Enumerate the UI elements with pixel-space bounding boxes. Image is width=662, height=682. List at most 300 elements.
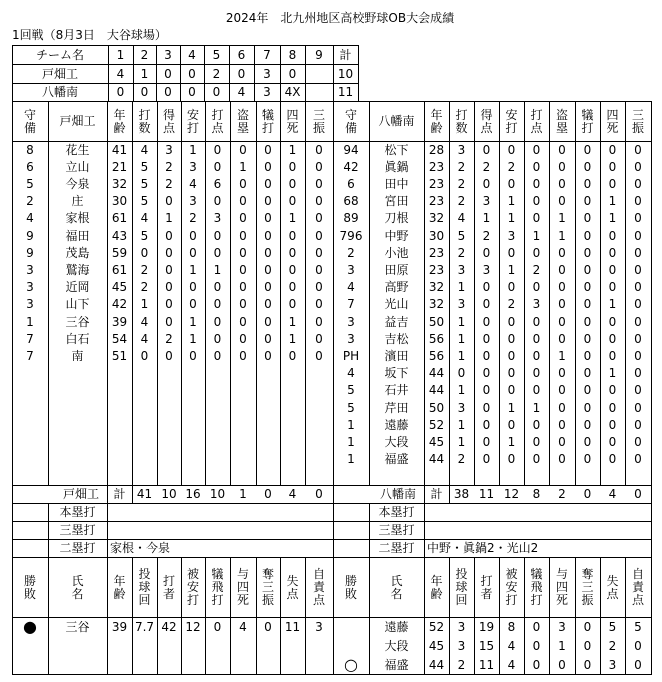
header-char: 奪 <box>261 567 274 581</box>
stat-cell: 1 <box>608 366 617 381</box>
player-name: 松下 <box>384 142 409 157</box>
total-cell: 0 <box>264 487 272 501</box>
pitching-header <box>305 557 333 617</box>
stat-cell: 0 <box>583 348 592 363</box>
stat-cell: 0 <box>264 211 272 226</box>
stat-cell: 0 <box>482 417 491 432</box>
pitching-cell: 12 <box>185 619 201 634</box>
pitching-cell: 5 <box>608 619 617 634</box>
stat-cell: 0 <box>482 331 491 346</box>
header-char: 死 <box>555 593 568 607</box>
pitching-cell: 4 <box>507 657 516 672</box>
stat-cell: 0 <box>583 331 592 346</box>
player-name: 鷲海 <box>65 262 90 277</box>
stat-cell: 44 <box>428 366 445 381</box>
stat-cell: 0 <box>558 366 566 381</box>
stat-cell: 3 <box>507 228 516 243</box>
stat-cell: 4 <box>140 142 149 157</box>
total-cell: 0 <box>583 487 592 501</box>
extra-hit-players: 家根・今泉 <box>110 541 171 555</box>
stat-cell: 5 <box>347 383 355 398</box>
stat-cell: 0 <box>482 366 491 381</box>
stat-cell: 0 <box>558 383 566 398</box>
header-char: 三 <box>312 107 325 122</box>
stat-cell: 0 <box>608 417 617 432</box>
header-char: 盗 <box>555 107 568 122</box>
totals-rule <box>12 485 13 504</box>
total-cell: 0 <box>315 487 323 501</box>
stat-cell: 0 <box>634 366 642 381</box>
header-char: 振 <box>581 593 594 607</box>
stat-cell: 43 <box>111 228 128 243</box>
header-stat <box>424 101 449 141</box>
pitching-cell: 52 <box>428 619 445 634</box>
stat-cell: 3 <box>482 262 491 277</box>
pitching-header <box>132 557 157 617</box>
player-name: 石井 <box>384 383 409 398</box>
stat-cell: 5 <box>347 400 355 415</box>
stat-cell: 0 <box>634 245 642 260</box>
stat-cell: 1 <box>507 194 516 209</box>
stat-cell: 2 <box>165 159 173 174</box>
header-char: 氏 <box>71 573 84 588</box>
stat-cell: 0 <box>583 366 592 381</box>
stat-cell: 1 <box>608 211 617 226</box>
stat-cell: 2 <box>26 194 34 209</box>
pitcher-name: 福盛 <box>384 657 409 672</box>
page-title: 2024年 北九州地区高校野球OB大会成績 <box>225 11 455 25</box>
stat-cell: 0 <box>558 262 566 277</box>
totals-team-left: 戸畑工 <box>62 487 99 501</box>
header-char: 備 <box>23 120 36 135</box>
stat-cell: 796 <box>339 228 363 243</box>
linescore-runs: 0 <box>188 85 196 99</box>
stat-cell: 0 <box>239 331 247 346</box>
stat-cell: 4 <box>140 331 149 346</box>
stat-cell: 0 <box>532 417 541 432</box>
extra-rule <box>651 503 652 558</box>
stat-cell: 1 <box>558 348 566 363</box>
stat-cell: 2 <box>189 211 197 226</box>
header-char: 数 <box>455 120 468 135</box>
linescore-runs: 0 <box>116 85 125 99</box>
pitching-header <box>449 557 474 617</box>
stat-cell: 5 <box>140 194 149 209</box>
stat-cell: 0 <box>634 383 642 398</box>
header-stat <box>600 101 625 141</box>
stat-cell: 1 <box>457 348 466 363</box>
stat-cell: 0 <box>315 348 323 363</box>
stat-cell: 0 <box>264 262 272 277</box>
totals-rule <box>424 485 425 504</box>
stat-cell: 0 <box>583 245 592 260</box>
total-cell: 2 <box>558 487 566 501</box>
stat-cell: 0 <box>239 194 247 209</box>
stat-cell: 0 <box>634 400 642 415</box>
header-char: 犠 <box>261 107 274 122</box>
player-name: 田中 <box>384 176 409 191</box>
stat-cell: 0 <box>583 262 592 277</box>
stat-cell: 2 <box>165 331 173 346</box>
linescore-runs: 1 <box>140 66 149 81</box>
stat-cell: 0 <box>264 245 272 260</box>
linescore-runs: 0 <box>164 85 172 99</box>
totals-rule <box>333 485 334 504</box>
header-char: 年 <box>113 107 126 122</box>
stat-cell: 0 <box>264 297 272 312</box>
stat-cell: 0 <box>558 142 566 157</box>
pitching-cell: 0 <box>532 619 541 634</box>
header-stat <box>280 101 305 141</box>
header-char: 振 <box>631 120 644 135</box>
header-char: 打 <box>530 593 543 607</box>
stat-cell: 1 <box>507 211 516 226</box>
player-name: 遠藤 <box>384 417 409 432</box>
header-char: 自 <box>312 567 325 581</box>
linescore-runs: 4 <box>237 85 246 99</box>
pitching-cell: 11 <box>478 657 495 672</box>
stat-cell: 2 <box>457 452 466 467</box>
stat-cell: 0 <box>608 262 617 277</box>
stat-cell: 0 <box>482 314 491 329</box>
stat-cell: 3 <box>347 262 355 277</box>
pitching-header <box>333 557 369 617</box>
pitching-header <box>107 557 132 617</box>
header-char: 犠 <box>211 567 224 581</box>
pitching-cell: 3 <box>315 619 323 634</box>
pitching-header <box>524 557 549 617</box>
player-name: 家根 <box>65 211 90 226</box>
linescore-team-name: 戸畑工 <box>41 66 78 81</box>
header-char: 投 <box>138 567 151 581</box>
pitching-cell: 0 <box>583 638 592 653</box>
stat-cell: 0 <box>532 314 541 329</box>
stat-cell: 0 <box>507 331 516 346</box>
totals-rule <box>449 485 450 504</box>
stat-cell: 23 <box>428 245 445 260</box>
stat-cell: 0 <box>507 452 516 467</box>
extra-rule <box>333 503 334 558</box>
stat-cell: 45 <box>428 434 445 449</box>
stat-cell: 0 <box>532 452 541 467</box>
total-cell: 10 <box>161 487 177 501</box>
stat-cell: 1 <box>457 434 466 449</box>
extra-hit-label: 三塁打 <box>59 523 96 537</box>
stat-cell: 68 <box>343 194 359 209</box>
header-stat <box>107 101 132 141</box>
stat-cell: 0 <box>165 228 173 243</box>
stat-cell: 3 <box>189 194 197 209</box>
player-name: 宮田 <box>384 194 409 209</box>
stat-cell: 0 <box>288 194 297 209</box>
linescore-header-team: チーム名 <box>35 47 84 62</box>
header-char: 責 <box>312 580 325 594</box>
stat-cell: 61 <box>111 211 128 226</box>
stat-cell: 3 <box>165 142 173 157</box>
pitching-cell: 0 <box>634 657 642 672</box>
stat-cell: 0 <box>315 314 323 329</box>
total-cell: 1 <box>239 487 247 501</box>
stat-cell: 0 <box>583 280 592 295</box>
stat-cell: 0 <box>239 176 247 191</box>
totals-label: 計 <box>430 487 443 501</box>
stat-cell: 0 <box>239 297 247 312</box>
pitching-cell: 11 <box>284 619 301 634</box>
header-stat <box>524 101 549 141</box>
stat-cell: 44 <box>428 383 445 398</box>
stat-cell: 0 <box>165 280 173 295</box>
stat-cell: 2 <box>482 159 491 174</box>
stat-cell: 4 <box>140 211 149 226</box>
stat-cell: 3 <box>26 297 34 312</box>
stat-cell: 4 <box>140 314 149 329</box>
stat-cell: 2 <box>457 245 466 260</box>
right-team-header: 八幡南 <box>378 114 415 128</box>
pitching-cell: 5 <box>634 619 642 634</box>
stat-cell: 0 <box>165 194 173 209</box>
header-char: 死 <box>606 120 619 135</box>
stat-cell: 1 <box>26 314 34 329</box>
stat-cell: 0 <box>634 262 642 277</box>
total-cell: 4 <box>608 487 617 501</box>
header-char: 四 <box>606 107 619 122</box>
stat-cell: 0 <box>634 211 642 226</box>
stat-cell: 1 <box>482 211 491 226</box>
stat-cell: 1 <box>189 262 197 277</box>
totals-rule <box>107 485 108 504</box>
stat-cell: 0 <box>457 366 466 381</box>
stat-cell: 0 <box>315 297 323 312</box>
stat-cell: 0 <box>608 314 617 329</box>
stat-cell: 1 <box>347 417 355 432</box>
stat-cell: 0 <box>634 331 642 346</box>
result-mark: ● <box>23 616 37 636</box>
stat-cell: 0 <box>558 331 566 346</box>
stat-cell: 0 <box>288 245 297 260</box>
stat-cell: 0 <box>288 228 297 243</box>
player-name: 田原 <box>384 262 409 277</box>
stat-cell: 5 <box>140 176 149 191</box>
stat-cell: 51 <box>111 348 128 363</box>
player-name: 三谷 <box>65 314 90 329</box>
stat-cell: 32 <box>428 211 445 226</box>
stat-cell: 0 <box>288 176 297 191</box>
header-char: 盗 <box>236 107 249 122</box>
stat-cell: 30 <box>111 194 128 209</box>
stat-cell: 3 <box>532 297 541 312</box>
header-char: 敗 <box>23 586 36 601</box>
linescore-inning-header: 2 <box>140 47 149 62</box>
stat-cell: 0 <box>583 297 592 312</box>
header-char: 安 <box>186 580 199 594</box>
stat-cell: 32 <box>111 176 128 191</box>
stat-cell: 5 <box>457 228 466 243</box>
player-name: 高野 <box>384 280 409 295</box>
pitching-cell: 8 <box>507 619 516 634</box>
linescore-runs: 0 <box>188 66 196 81</box>
stat-cell: 0 <box>264 142 272 157</box>
stat-cell: 2 <box>347 245 355 260</box>
extra-hit-players: 中野・眞鍋2・光山2 <box>427 541 539 555</box>
stat-cell: 0 <box>239 262 247 277</box>
stat-cell: 0 <box>608 280 617 295</box>
stat-cell: 0 <box>264 159 272 174</box>
player-name: 濱田 <box>384 348 409 363</box>
header-char: 点 <box>162 120 175 135</box>
header-char: 塁 <box>555 120 568 135</box>
stat-cell: 2 <box>482 228 491 243</box>
pitching-header <box>499 557 524 617</box>
stat-cell: 2 <box>140 262 149 277</box>
header-char: 打 <box>211 593 224 607</box>
header-char: 振 <box>261 593 274 607</box>
left-team-header: 戸畑工 <box>59 114 96 128</box>
stat-cell: 0 <box>213 331 222 346</box>
stat-cell: 50 <box>428 400 445 415</box>
stat-cell: 0 <box>315 176 323 191</box>
player-name: 白石 <box>65 331 90 346</box>
header-char: 投 <box>455 567 468 581</box>
stat-cell: 0 <box>482 400 491 415</box>
linescore-inning-header: 3 <box>164 47 172 62</box>
linescore-inning-header: 4 <box>188 47 196 62</box>
stat-cell: 0 <box>558 245 566 260</box>
stat-cell: 0 <box>213 297 222 312</box>
stat-cell: 0 <box>482 383 491 398</box>
stat-cell: 0 <box>532 245 541 260</box>
stat-cell: 1 <box>457 314 466 329</box>
stat-cell: 4 <box>26 211 34 226</box>
stat-cell: 0 <box>315 245 323 260</box>
stat-cell: 2 <box>507 159 516 174</box>
stat-cell: 0 <box>189 348 197 363</box>
pitching-header <box>181 557 205 617</box>
header-char: 打 <box>186 593 199 607</box>
stat-cell: 0 <box>482 280 491 295</box>
stat-cell: 0 <box>583 383 592 398</box>
stat-cell: 0 <box>482 176 491 191</box>
stat-cell: 0 <box>189 245 197 260</box>
pitching-cell: 2 <box>608 638 617 653</box>
result-mark <box>333 617 369 636</box>
stat-cell: 0 <box>507 383 516 398</box>
pitching-cell: 0 <box>583 657 592 672</box>
stat-cell: 1 <box>507 434 516 449</box>
linescore-runs: 4 <box>116 66 125 81</box>
header-char: 三 <box>261 580 274 594</box>
stat-cell: 0 <box>532 142 541 157</box>
linescore-runs: 2 <box>212 66 221 81</box>
player-name: 南 <box>71 348 84 363</box>
stat-cell: 1 <box>189 331 197 346</box>
stat-cell: 0 <box>315 262 323 277</box>
stat-cell: 0 <box>634 228 642 243</box>
stat-cell: 0 <box>239 228 247 243</box>
pitching-header <box>230 557 256 617</box>
stat-cell: 1 <box>165 211 173 226</box>
linescore-runs <box>305 64 333 83</box>
header-char: 点 <box>312 593 325 607</box>
linescore-rule <box>358 45 359 102</box>
stat-cell: 0 <box>315 159 323 174</box>
header-char: 者 <box>162 586 175 601</box>
stat-cell: 0 <box>239 314 247 329</box>
stat-cell: 0 <box>583 417 592 432</box>
player-name: 花生 <box>65 142 90 157</box>
player-name: 益吉 <box>384 314 409 329</box>
stat-cell: 8 <box>26 142 34 157</box>
pitching-cell: 0 <box>583 619 592 634</box>
stat-cell: 0 <box>558 194 566 209</box>
stat-cell: 3 <box>457 262 466 277</box>
stat-cell: 0 <box>608 142 617 157</box>
stat-cell: 0 <box>288 280 297 295</box>
header-char: 被 <box>186 567 199 581</box>
stat-cell: 1 <box>189 142 197 157</box>
player-name: 小池 <box>384 245 409 260</box>
pitching-cell: 0 <box>532 657 541 672</box>
stat-cell: 0 <box>482 434 491 449</box>
stat-cell: 56 <box>428 348 445 363</box>
stat-cell: 0 <box>634 194 642 209</box>
stat-cell: 3 <box>26 262 34 277</box>
pitching-header <box>157 557 181 617</box>
header-char: 被 <box>505 567 518 581</box>
player-name: 刀根 <box>384 211 409 226</box>
header-char: 四 <box>555 580 568 594</box>
pitching-cell: 2 <box>457 657 466 672</box>
stat-cell: 4 <box>347 280 355 295</box>
stat-cell: 5 <box>140 159 149 174</box>
stat-cell: 0 <box>558 417 566 432</box>
stat-cell: 0 <box>507 417 516 432</box>
stat-cell: 23 <box>428 176 445 191</box>
stat-cell: 1 <box>213 262 222 277</box>
stat-cell: 1 <box>457 417 466 432</box>
player-name: 庄 <box>71 194 84 209</box>
stat-cell: 0 <box>608 331 617 346</box>
stat-cell: 5 <box>26 176 34 191</box>
header-char: 点 <box>530 120 543 135</box>
stat-cell: 0 <box>239 280 247 295</box>
stat-cell: 0 <box>608 245 617 260</box>
pitching-rule <box>12 674 652 675</box>
stat-cell: 1 <box>532 228 541 243</box>
stat-cell: 1 <box>457 331 466 346</box>
header-char: 死 <box>236 593 249 607</box>
stat-cell: 0 <box>558 434 566 449</box>
stat-cell: 0 <box>608 348 617 363</box>
extra-hit-players <box>424 503 651 521</box>
header-char: 三 <box>631 107 644 122</box>
extra-hit-label: 三塁打 <box>378 523 415 537</box>
header-char: 守 <box>23 107 36 122</box>
stat-cell: 0 <box>264 348 272 363</box>
stat-cell: 0 <box>213 245 222 260</box>
extra-hit-label: 二塁打 <box>59 541 96 555</box>
stat-cell: 0 <box>213 228 222 243</box>
header-char: 塁 <box>236 120 249 135</box>
stat-cell: 9 <box>26 245 34 260</box>
header-char: 点 <box>211 120 224 135</box>
header-stat <box>305 101 333 141</box>
stat-cell: 0 <box>288 262 297 277</box>
stat-cell: 32 <box>428 297 445 312</box>
stat-cell: 0 <box>482 297 491 312</box>
pitching-cell: 0 <box>634 638 642 653</box>
stat-cell: 0 <box>583 228 592 243</box>
stat-cell: 0 <box>507 366 516 381</box>
